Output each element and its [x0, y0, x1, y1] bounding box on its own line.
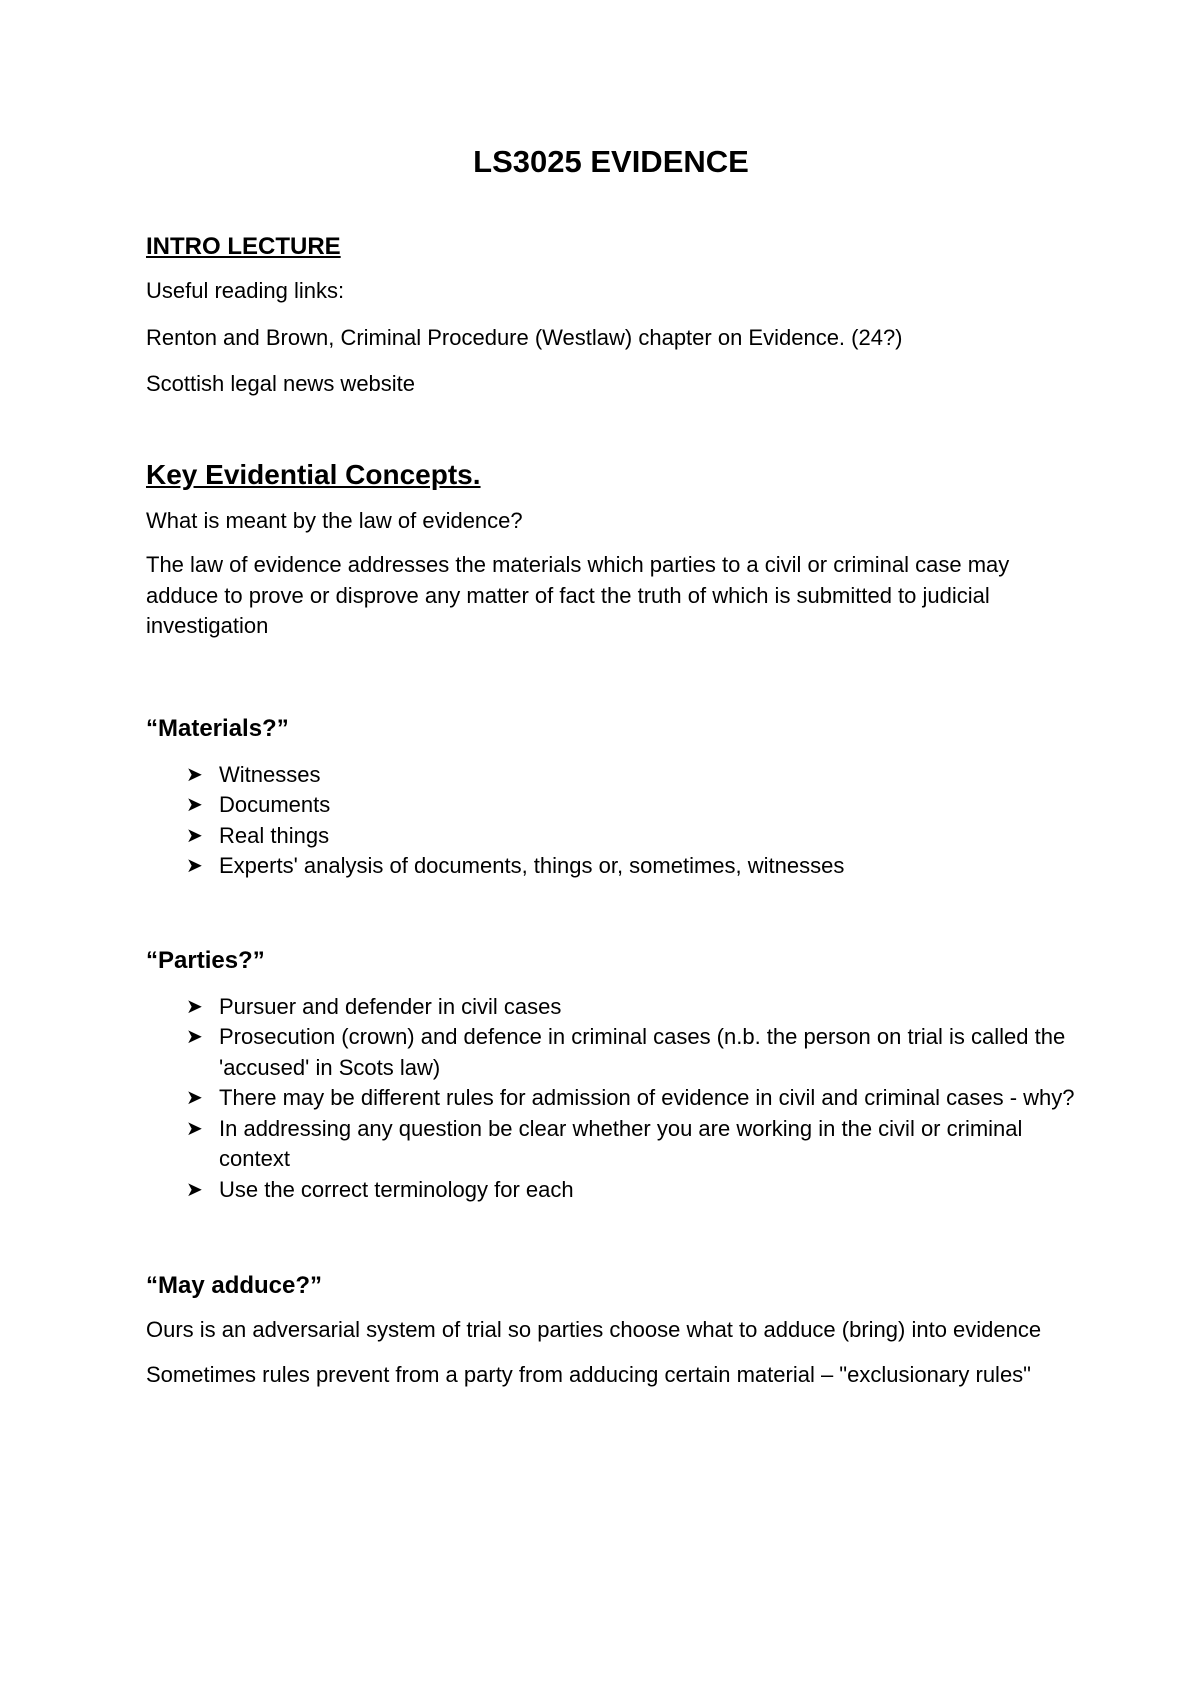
list-item: ➤ Documents: [146, 790, 1076, 821]
may-adduce-paragraph-adversarial: Ours is an adversarial system of trial so parties choose what to adduce (bring) into evidence: [146, 1317, 1042, 1342]
list-item: ➤ Real things: [146, 821, 1076, 852]
list-item: ➤ In addressing any question be clear whether you are working in the civil or criminal context: [186, 1115, 1023, 1171]
list-item: ➤ Use the correct terminology for each: [146, 1175, 1076, 1206]
list-item: ➤ Experts' analysis of documents, things or, sometimes, witnesses: [146, 851, 1076, 882]
key-concepts-answer: The law of evidence addresses the materials which parties to a civil or criminal case may adduce to prove or disprove any matter of fact the truth of which is submitted to judicial investigation: [146, 552, 1010, 638]
key-concepts-question: What is meant by the law of evidence?: [146, 507, 523, 533]
materials-heading: “Materials?”: [146, 714, 289, 742]
key-concepts-heading: Key Evidential Concepts.: [146, 458, 481, 490]
arrow-bullet-icon: ➤: [186, 1026, 203, 1048]
intro-lecture-heading: INTRO LECTURE: [146, 233, 341, 260]
intro-line-reading-links: Useful reading links:: [146, 278, 345, 303]
parties-list: [146, 992, 1076, 1206]
arrow-bullet-icon: ➤: [186, 763, 203, 786]
list-item: ➤ Pursuer and defender in civil cases: [146, 992, 1076, 1023]
document-body: [146, 142, 1076, 1390]
arrow-bullet-icon: ➤: [186, 855, 203, 877]
arrow-bullet-icon: ➤: [186, 1087, 203, 1109]
parties-heading: “Parties?”: [146, 946, 265, 974]
intro-line-legal-news: Scottish legal news website: [146, 371, 416, 396]
list-item: ➤ There may be different rules for admission of evidence in civil and criminal cases - why?: [146, 1083, 1076, 1114]
may-adduce-heading: “May adduce?”: [146, 1272, 323, 1299]
arrow-bullet-icon: ➤: [186, 995, 203, 1018]
may-adduce-paragraph-exclusionary: Sometimes rules prevent from a party from adducing certain material – "exclusionary rules": [146, 1361, 1031, 1387]
arrow-bullet-icon: ➤: [186, 794, 203, 816]
intro-line-renton-brown: Renton and Brown, Criminal Procedure (Westlaw) chapter on Evidence. (24?): [146, 324, 903, 350]
arrow-bullet-icon: ➤: [186, 824, 203, 847]
list-item: ➤ Prosecution (crown) and defence in criminal cases (n.b. the person on trial is called the 'accused' in Scots law): [186, 1024, 1066, 1080]
document-title: LS3025 EVIDENCE: [473, 144, 749, 179]
list-item: ➤ Witnesses: [146, 760, 1076, 791]
arrow-bullet-icon: ➤: [186, 1117, 203, 1140]
arrow-bullet-icon: ➤: [186, 1178, 203, 1201]
materials-list: [146, 760, 1076, 882]
